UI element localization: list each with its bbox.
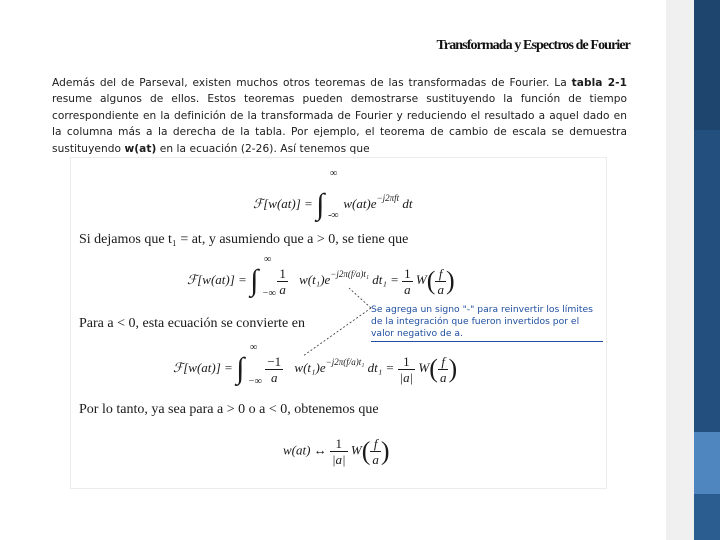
function-reference: w(at) [124, 142, 157, 155]
decorative-band-light [666, 0, 694, 540]
equation-definition: ℱ[w(at)] = ∫ ∞ -∞ $w(at)e^{-j2\pi ft}$ dt [253, 168, 413, 221]
equation-positive-a: ℱ[w(at)] = ∫ ∞ −∞ $\frac{1}{a}$ $w(t_1)e^{-j2\pi(f/a)t_1}$ dt₁ = $\frac{1}{a}$ W( $\frac{f}{a}$ ) [187, 254, 455, 299]
math-prose-1: Si dejamos que t₁ = at, y asumiendo que a > 0, se tiene que [79, 232, 409, 247]
math-derivation-image [70, 157, 607, 489]
annotation-arrows [71, 158, 606, 488]
paragraph-text-1: Además del de Parseval, existen muchos otros teoremas de las transformadas de Fourier. La [52, 77, 572, 89]
equation-result: w(at) ↔ $\frac{1}{|a|}$ W( $\frac{f}{a}$ ) [283, 436, 390, 467]
decorative-band-accent [694, 432, 720, 494]
decorative-band-top [694, 0, 720, 130]
paragraph-text-2: resume algunos de ellos. Estos teoremas pueden demostrarse sustituyendo la función de tiempo correspondiente en la definición de la transformada de Fourier y reduciendo el resultado a aquel dado en la columna más a la derecha de la tabla. Por ejemplo, el teorema de cambio de escala se demuestra sustituyendo [52, 93, 627, 155]
body-paragraph [52, 75, 627, 157]
decorative-band-bottom [694, 494, 720, 540]
paragraph-text-3: en la ecuación (2-26). Así tenemos que [156, 142, 370, 155]
equation-negative-a: ℱ[w(at)] = ∫ ∞ −∞ $\frac{-1}{a}$ $w(t_1)e^{-j2\pi(f/a)t_1}$ dt₁ = $\frac{1}{|a|}$ W( $\frac{f}{a}$ ) [173, 342, 458, 387]
math-prose-2: Para a < 0, esta ecuación se convierte en [79, 316, 305, 331]
math-prose-3: Por lo tanto, ya sea para a > 0 o a < 0, obtenemos que [79, 402, 379, 417]
slide-title: Transformada y Espectros de Fourier [436, 38, 630, 53]
table-reference: tabla 2-1 [571, 77, 627, 89]
annotation-note: Se agrega un signo "-" para reinvertir los límites de la integración que fueron invertidos por el valor negativo de a. [371, 304, 603, 342]
